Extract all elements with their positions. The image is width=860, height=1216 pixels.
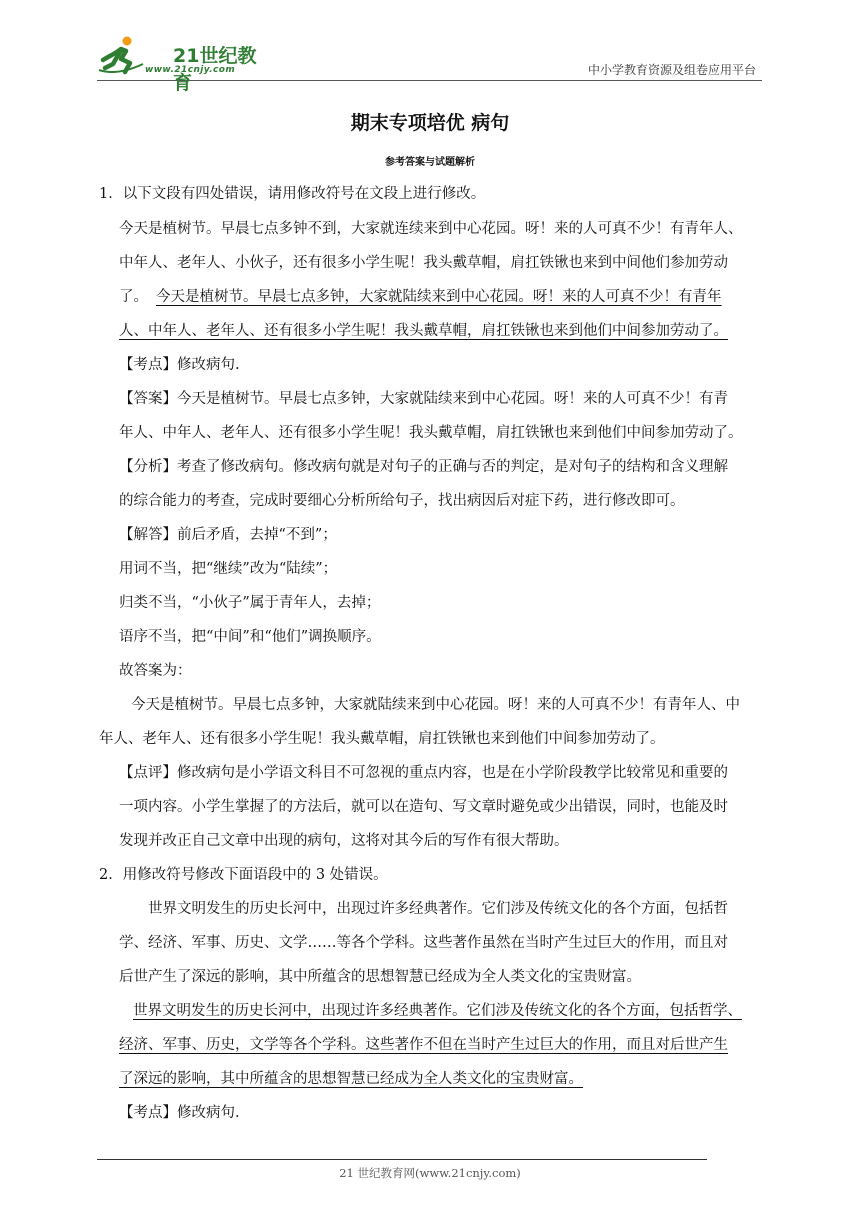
page-header	[97, 28, 762, 94]
q1-solution: 语序不当，把“中间”和“他们”调换顺序。	[119, 629, 381, 645]
q1-analysis: 【分析】考查了修改病句。修改病句就是对句子的正确与否的判定，是对句子的结构和含义理解	[119, 459, 728, 475]
q1-answer-label: 故答案为：	[119, 663, 192, 679]
q1-answer: 【答案】今天是植树节。早晨七点多钟，大家就陆续来到中心花园。呀！来的人可真不少！有青	[119, 391, 728, 407]
q2-corrected-line: 了深远的影响，其中所蕴含的思想智慧已经成为全人类文化的宝贵财富。	[119, 1071, 583, 1087]
q1-comment: 一项内容。小学生掌握了的方法后，就可以在造句、写文章时避免或少出错误，同时，也能及时	[119, 799, 728, 815]
page-title: 期末专项培优 病句	[350, 112, 510, 134]
footer-divider	[97, 1159, 707, 1160]
q2-passage-line: 世界文明发生的历史长河中，出现过许多经典著作。它们涉及传统文化的各个方面，包括哲	[148, 901, 728, 917]
q1-final-answer: 年人、老年人、还有很多小学生呢！我头戴草帽，肩扛铁锹也来到他们中间参加劳动了。	[99, 731, 665, 747]
q2-corrected-line: 经济、军事、历史，文学等各个学科。这些著作不但在当时产生过巨大的作用，而且对后世产生	[119, 1037, 728, 1053]
runner-icon	[97, 34, 145, 78]
q2-stem: 2．用修改符号修改下面语段中的 3 处错误。	[99, 867, 388, 883]
page-footer: 21 世纪教育网(www.21cnjy.com)	[339, 1166, 521, 1180]
q1-corrected-line: 人、中年人、老年人、还有很多小学生呢！我头戴草帽，肩扛铁锹也来到他们中间参加劳动了。	[119, 323, 728, 339]
q1-solution: 用词不当，把“继续”改为“陆续”；	[119, 561, 338, 577]
q2-passage-line: 学、经济、军事、历史、文学……等各个学科。这些著作虽然在当时产生过巨大的作用，而且对	[119, 935, 728, 951]
q1-passage-line: 中年人、老年人、小伙子，还有很多小学生呢！我头戴草帽，肩扛铁锹也来到中间他们参加劳动	[119, 255, 728, 271]
q2-corrected-line: 世界文明发生的历史长河中，出现过许多经典著作。它们涉及传统文化的各个方面，包括哲学、	[133, 1003, 742, 1019]
logo-text: 21世纪教育	[173, 45, 257, 94]
q1-comment: 发现并改正自己文章中出现的病句，这将对其今后的写作有很大帮助。	[119, 833, 569, 849]
q1-final-answer: 今天是植树节。早晨七点多钟，大家就陆续来到中心花园。呀！来的人可真不少！有青年人、中	[131, 697, 740, 713]
q1-answer: 年人、中年人、老年人、还有很多小学生呢！我头戴草帽，肩扛铁锹也来到他们中间参加劳动了。	[119, 425, 743, 441]
platform-label: 中小学教育资源及组卷应用平台	[587, 63, 756, 77]
q1-stem: 1．以下文段有四处错误，请用修改符号在文段上进行修改。	[99, 186, 486, 202]
q2-kaodian: 【考点】修改病句.	[119, 1105, 240, 1121]
q1-analysis: 的综合能力的考查，完成时要细心分析所给句子，找出病因后对症下药，进行修改即可。	[119, 493, 685, 509]
page-subtitle: 参考答案与试题解析	[385, 157, 475, 168]
logo-url: www.21cnjy.com	[145, 65, 236, 75]
q1-solution: 【解答】前后矛盾，去掉“不到”；	[119, 527, 337, 543]
q1-corrected-line: 今天是植树节。早晨七点多钟，大家就陆续来到中心花园。呀！来的人可真不少！有青年	[156, 289, 722, 305]
q1-solution: 归类不当，“小伙子”属于青年人，去掉；	[119, 595, 381, 611]
q1-comment: 【点评】修改病句是小学语文科目不可忽视的重点内容，也是在小学阶段教学比较常见和重要的	[119, 765, 728, 781]
q1-passage-line: 今天是植树节。早晨七点多钟不到，大家就连续来到中心花园。呀！来的人可真不少！有青年人、	[119, 221, 743, 237]
q2-passage-line: 后世产生了深远的影响，其中所蕴含的思想智慧已经成为全人类文化的宝贵财富。	[119, 969, 641, 985]
q1-kaodian: 【考点】修改病句.	[119, 357, 240, 373]
q1-passage-line: 了。	[119, 289, 148, 305]
site-logo[interactable]	[97, 34, 267, 94]
